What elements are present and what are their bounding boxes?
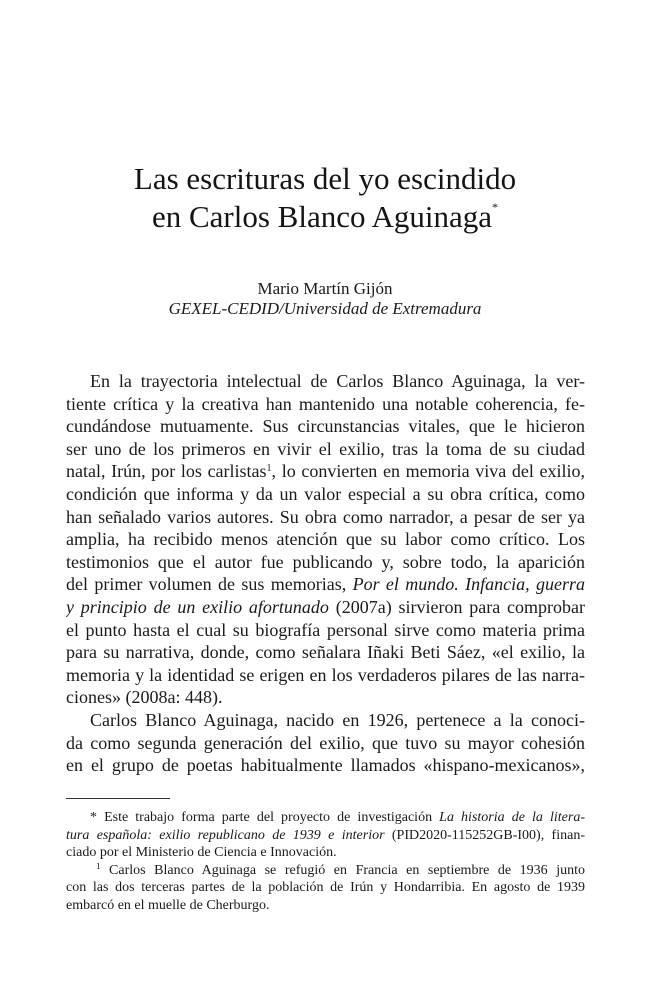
body-line: [66, 574, 585, 597]
footnote-italic: tura española: exilio republicano de 1939 e interior: [66, 827, 385, 843]
body-line: da como segunda generación del exilio, que tuvo su mayor cohesión: [66, 732, 585, 753]
body-line: ser uno de los primeros en vivir el exilio, tras la toma de su ciudad: [66, 438, 585, 459]
body-text-segment: (2007a) sirvieron para comprobar: [328, 596, 585, 617]
body-line: ciones» (2008a: 448).: [66, 687, 223, 708]
footnote-text-segment: (PID2020-115252GB-I00), finan-: [384, 827, 585, 843]
footnote-ref-1: 1: [266, 463, 272, 475]
footnotes: [66, 810, 585, 915]
footnote-separator: [66, 798, 170, 799]
footnote-line: [66, 863, 585, 881]
body-line: En la trayectoria intelectual de Carlos Blanco Aguinaga, la ver-: [90, 371, 585, 391]
body-line: cundándose mutuamente. Sus circunstancias vitales, que le hicieron: [66, 416, 585, 437]
author-affiliation: GEXEL-CEDID/Universidad de Extremadura: [168, 299, 482, 318]
footnote-line: embarcó en el muelle de Cherburgo.: [66, 897, 270, 913]
book-title-italic: y principio de un exilio afortunado: [66, 596, 329, 617]
body-line: Carlos Blanco Aguinaga, nacido en 1926, pertenece a la conoci-: [90, 709, 585, 730]
body-text-segment: natal, Irún, por los carlistas: [66, 461, 267, 482]
chapter-title-line-1: [0, 160, 650, 198]
footnote-italic: La historia de la litera-: [439, 810, 585, 825]
body-line: condición que informa y da un valor especial a su obra crítica, como: [66, 483, 585, 504]
body-text-segment: , lo convierten en memoria viva del exilio,: [271, 461, 585, 482]
title-text-2: en Carlos Blanco Aguinaga: [151, 199, 493, 234]
body-line: el punto hasta el cual su biografía personal sirve como materia prima: [66, 619, 585, 640]
body-line: memoria y la identidad se erigen en los verdaderos pilares de las narra-: [66, 664, 585, 685]
body-line: testimonios que el autor fue publicando y, sobre todo, la aparición: [66, 551, 585, 572]
body-line: en el grupo de poetas habitualmente llamados «hispano-mexicanos»,: [66, 755, 585, 776]
footnote-line: [66, 810, 585, 828]
body-line: para su narrativa, donde, como señalara Iñaki Beti Sáez, «el exilio, la: [66, 642, 585, 663]
title-text-1: Las escrituras del yo escindido: [133, 161, 517, 196]
body-line: [66, 461, 585, 484]
body-text-segment: del primer volumen de sus memorias,: [66, 574, 353, 595]
body-line: han señalado varios autores. Su obra como narrador, a pesar de ser ya: [66, 506, 585, 527]
footnote-number-1: 1: [96, 862, 101, 871]
footnote-line: con las dos terceras partes de la población de Irún y Hondarribia. En agosto de 1939: [66, 880, 585, 895]
body-line: amplia, ha recibido menos atención que su labor como crítico. Los: [66, 529, 585, 550]
author-name: Mario Martín Gijón: [257, 279, 393, 298]
chapter-title-line-2: [0, 198, 650, 236]
title-footnote-mark: *: [492, 200, 499, 214]
body-text: [66, 371, 585, 778]
footnote-text-segment: * Este trabajo forma parte del proyecto de investigación: [90, 810, 440, 825]
body-line: [66, 597, 585, 620]
book-title-italic: Por el mundo. Infancia, guerra: [352, 574, 585, 595]
body-line: tiente crítica y la creativa han mantenido una notable coherencia, fe-: [66, 393, 585, 414]
footnote-line: ciado por el Ministerio de Ciencia e Innovación.: [66, 845, 337, 860]
footnote-line: [66, 828, 585, 846]
footnote-text-segment: Carlos Blanco Aguinaga se refugió en Francia en septiembre de 1936 junto: [100, 862, 585, 878]
